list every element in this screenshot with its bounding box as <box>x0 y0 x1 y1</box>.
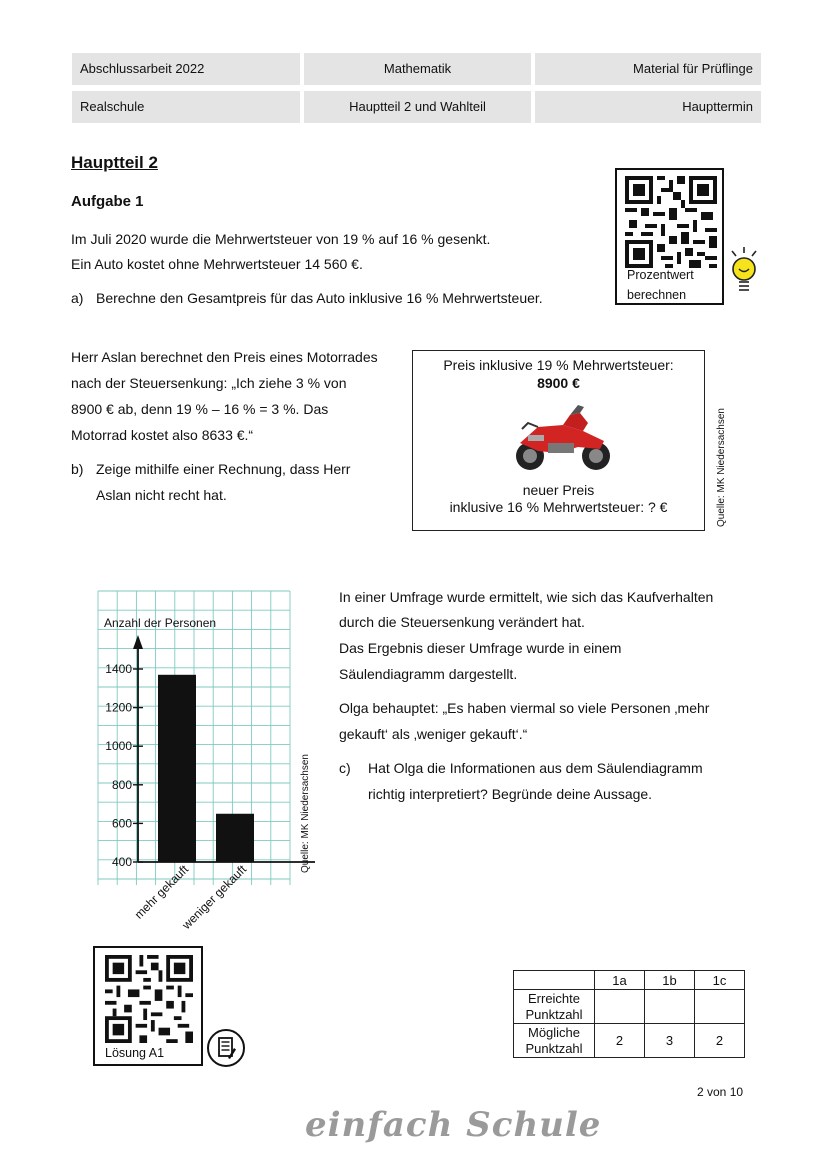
achieved-1c-cell[interactable] <box>695 990 745 1024</box>
y-tick-label: 1400 <box>105 662 132 676</box>
moto-price-value: 8900 € <box>537 375 580 391</box>
intro-line-1: Im Juli 2020 wurde die Mehrwertsteuer von 19 % auf 16 % gesenkt. <box>71 231 491 247</box>
qr-label-line-2: berechnen <box>627 288 687 302</box>
header-cell-material: Material für Prüflinge <box>535 53 761 85</box>
task-c-label: c) <box>339 760 351 776</box>
motorcycle-price-box <box>412 350 705 531</box>
task-a-text: Berechne den Gesamtpreis für das Auto inklusive 16 % Mehrwertsteuer. <box>96 290 543 306</box>
achieved-1b-cell[interactable] <box>645 990 695 1024</box>
task-b-label: b) <box>71 461 84 477</box>
task-b-line-1: Zeige mithilfe einer Rechnung, dass Herr <box>96 461 351 477</box>
header-cell-date: Haupttermin <box>535 91 761 123</box>
y-tick-label: 400 <box>111 855 132 869</box>
survey-line-2: durch die Steuersenkung verändert hat. <box>339 614 585 630</box>
qr-label-solution: Lösung A1 <box>105 1046 165 1060</box>
row-label-achieved: Erreichte Punktzahl <box>514 990 595 1024</box>
task-c-line-2: richtig interpretiert? Begründe deine Aussage. <box>368 786 653 802</box>
qr-code-box-solution[interactable] <box>93 946 203 1066</box>
motorcycle-image <box>508 401 618 473</box>
page-number: 2 von 10 <box>697 1085 744 1099</box>
y-axis-arrow <box>133 635 143 649</box>
intro-line-2: Ein Auto kostet ohne Mehrwertsteuer 14 560 €. <box>71 256 363 272</box>
y-tick-label: 1200 <box>105 700 132 715</box>
header-cell-part: Hauptteil 2 und Wahlteil <box>304 91 531 123</box>
y-tick-label: 1000 <box>105 739 132 754</box>
category-label: weniger gekauft <box>179 862 250 933</box>
task-c-line-1: Hat Olga die Informationen aus dem Säulendiagramm <box>368 760 703 776</box>
task-a-label: a) <box>71 290 84 306</box>
qr-code-icon <box>625 176 717 268</box>
y-axis-label: Anzahl der Personen <box>104 616 217 630</box>
possible-1c: 2 <box>695 1024 745 1058</box>
moto-new-price-label: neuer Preis <box>522 482 595 498</box>
header-cell-exam: Abschlussarbeit 2022 <box>72 53 300 85</box>
row-label-possible: Mögliche Punktzahl <box>514 1024 595 1058</box>
survey-line-4: Säulendiagramm dargestellt. <box>339 666 518 682</box>
lightbulb-icon <box>724 245 764 295</box>
header-cell-school: Realschule <box>72 91 300 123</box>
achieved-1a-cell[interactable] <box>595 990 645 1024</box>
olga-line-2: gekauft‘ als ‚weniger gekauft‘.“ <box>339 726 528 742</box>
points-table-corner <box>514 971 595 990</box>
task-title: Aufgabe 1 <box>71 193 144 210</box>
chart-source: Quelle: MK Niedersachsen <box>300 754 311 873</box>
document-icon <box>206 1028 246 1068</box>
qr-label-line-1: Prozentwert <box>627 268 694 282</box>
points-header-1b: 1b <box>645 971 695 990</box>
y-tick-label: 600 <box>111 816 132 831</box>
bar-chart <box>90 585 350 945</box>
qr-code-box-percent[interactable] <box>615 168 724 305</box>
aslan-line-1: Herr Aslan berechnet den Preis eines Motorrades <box>71 349 378 365</box>
points-table <box>513 970 745 1058</box>
possible-1b: 3 <box>645 1024 695 1058</box>
moto-new-price-question: inklusive 16 % Mehrwertsteuer: ? € <box>449 499 668 515</box>
bar <box>158 675 196 862</box>
section-title: Hauptteil 2 <box>71 153 158 172</box>
moto-price-label: Preis inklusive 19 % Mehrwertsteuer: <box>443 357 674 373</box>
task-b-line-2: Aslan nicht recht hat. <box>96 487 227 503</box>
points-header-1c: 1c <box>695 971 745 990</box>
moto-source: Quelle: MK Niedersachsen <box>716 408 727 527</box>
header-cell-subject: Mathematik <box>304 53 531 85</box>
aslan-line-4: Motorrad kostet also 8633 €.“ <box>71 427 254 443</box>
points-header-1a: 1a <box>595 971 645 990</box>
possible-1a: 2 <box>595 1024 645 1058</box>
olga-line-1: Olga behauptet: „Es haben viermal so viele Personen ‚mehr <box>339 700 710 716</box>
survey-line-1: In einer Umfrage wurde ermittelt, wie sich das Kaufverhalten <box>339 589 714 605</box>
aslan-line-2: nach der Steuersenkung: „Ich ziehe 3 % von <box>71 375 347 391</box>
survey-line-3: Das Ergebnis dieser Umfrage wurde in einem <box>339 640 622 656</box>
bar <box>216 814 254 862</box>
footer-logo: einfach Schule <box>305 1105 602 1145</box>
y-tick-label: 800 <box>111 777 132 792</box>
aslan-line-3: 8900 € ab, denn 19 % – 16 % = 3 %. Das <box>71 401 329 417</box>
qr-code-icon <box>105 955 193 1043</box>
category-label: mehr gekauft <box>131 862 192 922</box>
